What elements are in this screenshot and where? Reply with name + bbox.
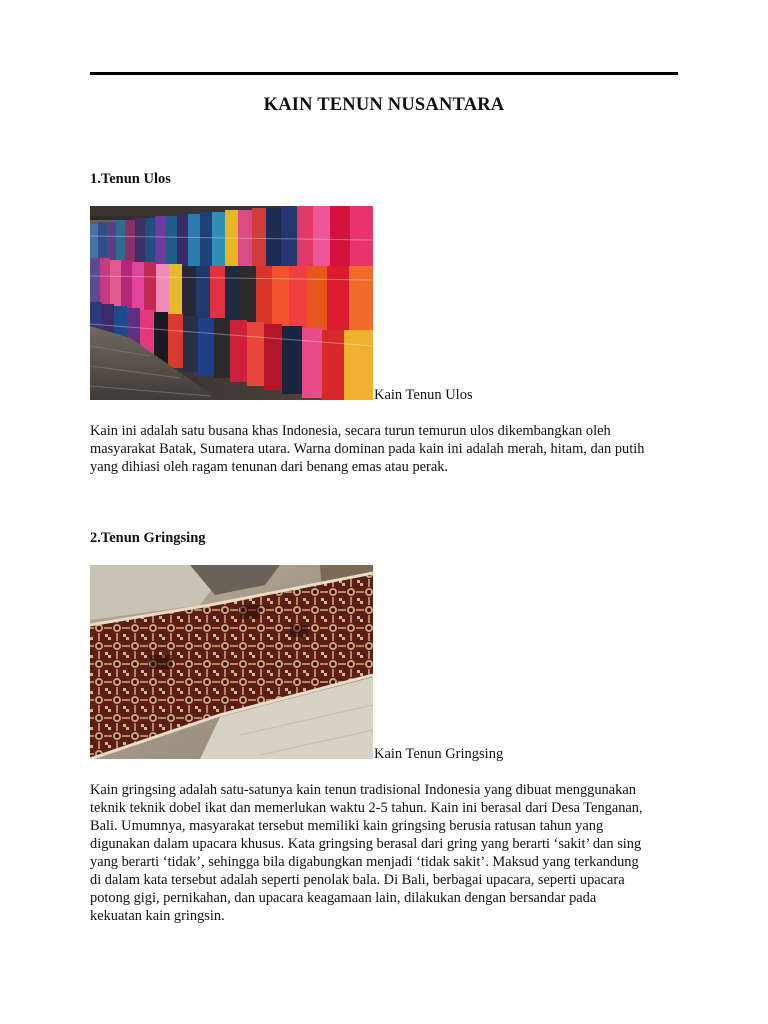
paragraph-line: di dalam kata tersebut adalah seperti penolak bala. Di Bali, berbagai upacara, seperti upacara xyxy=(90,872,625,888)
caption-gringsing: Kain Tenun Gringsing xyxy=(374,746,504,762)
paragraph-line: kekuatan kain gringsin. xyxy=(90,908,225,924)
photo-ulos xyxy=(90,206,373,400)
paragraph-ulos xyxy=(90,422,680,476)
document-title: KAIN TENUN NUSANTARA xyxy=(263,95,505,115)
header-rule xyxy=(90,72,678,75)
photo-gringsing xyxy=(90,565,373,759)
paragraph-line: teknik teknik dobel ikat dan memerlukan waktu 2-5 tahun. Kain ini berasal dari Desa Tenganan, xyxy=(90,800,643,816)
section-heading-gringsing: 2.Tenun Gringsing xyxy=(90,530,206,546)
paragraph-line: yang berarti ‘tidak’, sehingga bila digabungkan menjadi ‘tidak sakit’. Maksud yang terkandung xyxy=(90,854,639,870)
paragraph-line: yang dihiasi oleh ragam tenunan dari benang emas atau perak. xyxy=(90,459,449,475)
paragraph-line: masyarakat Batak, Sumatera utara. Warna dominan pada kain ini adalah merah, hitam, dan putih xyxy=(90,441,645,457)
paragraph-line: digunakan dalam upacara khusus. Kata gringsing berasal dari gring yang berarti ‘sakit’ dan sing xyxy=(90,836,642,852)
paragraph-gringsing xyxy=(90,781,680,925)
paragraph-line: potong gigi, pernikahan, dan upacara keagamaan lain, dilakukan dengan bersandar pada xyxy=(90,890,597,906)
paragraph-line: Kain ini adalah satu busana khas Indonesia, secara turun temurun ulos dikembangkan oleh xyxy=(90,423,611,439)
section-heading-ulos: 1.Tenun Ulos xyxy=(90,171,171,187)
paragraph-line: Bali. Umumnya, masyarakat tersebut memiliki kain gringsing berusia ratusan tahun yang xyxy=(90,818,604,834)
paragraph-line: Kain gringsing adalah satu-satunya kain tenun tradisional Indonesia yang dibuat menggunakan xyxy=(90,782,636,798)
caption-ulos: Kain Tenun Ulos xyxy=(374,387,473,403)
